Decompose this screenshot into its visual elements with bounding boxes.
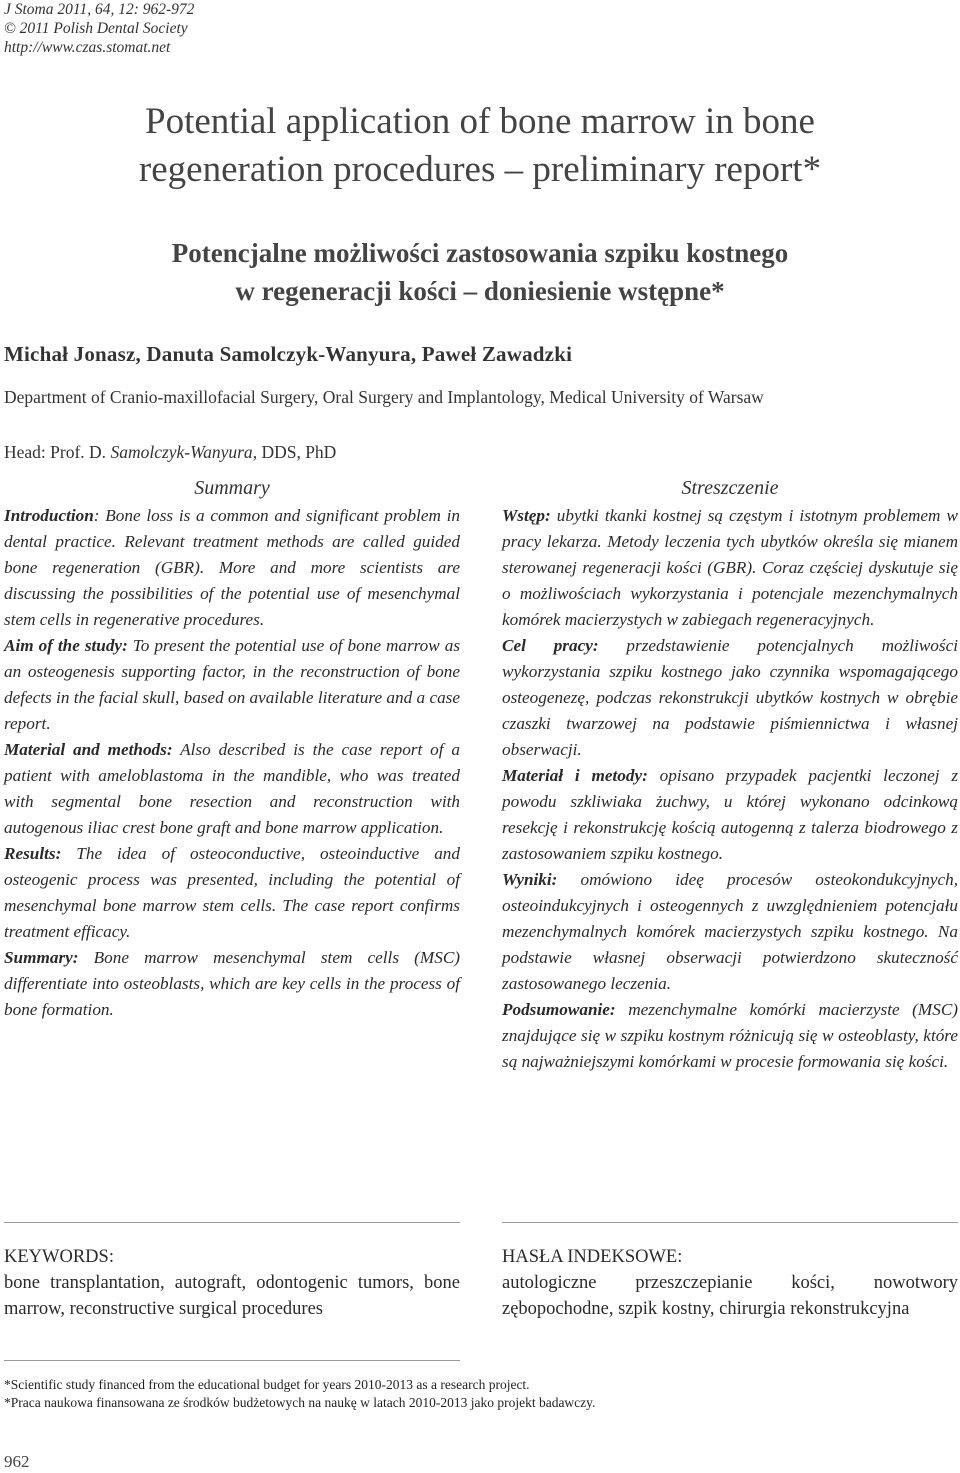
footnote-pl: *Praca naukowa finansowana ze środków budżetowych na naukę w latach 2010-2013 jako projekt badawczy. [4,1395,596,1410]
hasla-colon: : [677,1247,683,1267]
summary-text: The idea of osteoconductive, osteoinductive and osteogenic process was presented, including the potential of mesenchymal bone marrow stem cells. The case report confirms treatment efficacy. [4,844,460,941]
streszczenie-heading: Streszczenie [681,477,779,499]
article-subtitle-polish [0,234,960,310]
head-prefix: Head: Prof. D. [4,442,111,462]
divider-footnotes [4,1360,460,1361]
divider-hasla-top [502,1222,958,1223]
journal-citation: J Stoma 2011, 64, 12: 962-972 [4,1,195,18]
footnotes [4,1376,595,1412]
summary-label: Summary: [4,948,79,967]
streszczenie-column [502,476,958,1075]
summary-text: Bone marrow mesenchymal stem cells (MSC) differentiate into osteoblasts, which are key cells in the process of bone formation. [4,948,461,1019]
streszczenie-text: mezenchymalne komórki macierzyste (MSC) znajdujące się w szpiku kostnym różnicują się w osteoblasty, które są najważniejszymi komórkami w procesie formowania się kości. [502,1000,959,1071]
streszczenie-label: Cel pracy: [502,636,599,655]
summary-column [4,476,460,1023]
copyright-line: © 2011 Polish Dental Society [4,20,188,37]
keywords-block [4,1244,460,1322]
keywords-colon: : [108,1247,114,1267]
streszczenie-text: opisano przypadek pacjentki leczonej z powodu szkliwiaka żuchwy, u której wykonano odcinkową resekcję i rekonstrukcję kością autogenną z talerza biodrowego z zastosowaniem szpiku kostnego. [502,766,959,863]
article-title [0,98,960,194]
hasla-text: autologiczne przeszczepianie kości, nowotwory zębopochodne, szpik kostny, chirurgia rekonstrukcyjna [502,1273,958,1319]
summary-sep: : [93,506,106,525]
summary-heading: Summary [194,477,270,499]
summary-label: Material and methods: [4,740,173,759]
streszczenie-text: ubytki tkanki kostnej są częstym i istotnym problemem w pracy lekarza. Metody leczenia tych ubytków określa się mianem sterowanej regeneracji kości (GBR). Coraz częściej dyskutuje się o możliwościach wykorzystania i potencjale mezenchymalnych komórek macierzystych w zabiegach regeneracyjnych. [502,506,958,629]
summary-sep [173,740,181,759]
head-suffix: , DDS, PhD [252,442,337,462]
streszczenie-sep [557,870,580,889]
summary-text: Also described is the case report of a patient with ameloblastoma in the mandible, who was treated with segmental bone resection and reconstruction with autogenous iliac crest bone graft and bone marrow application. [4,740,460,837]
streszczenie-sep [648,766,660,785]
streszczenie-sep [616,1000,629,1019]
streszczenie-label: Wyniki: [502,870,558,889]
title-line-2: regeneration procedures – preliminary report* [138,149,822,190]
streszczenie-body [502,503,958,1075]
summary-body [4,503,460,1023]
divider-keywords-top [4,1222,460,1223]
hasla-heading: HASŁA INDEKSOWE [502,1247,678,1267]
head-name: Samolczyk-Wanyura [110,442,253,462]
summary-label: Results: [4,844,62,863]
keywords-text: bone transplantation, autograft, odontogenic tumors, bone marrow, reconstructive surgical procedures [4,1273,460,1319]
streszczenie-label: Podsumowanie: [502,1000,616,1019]
journal-url: http://www.czas.stomat.net [4,39,171,56]
summary-sep [61,844,76,863]
affiliation: Department of Cranio-maxillofacial Surgery, Oral Surgery and Implantology, Medical University of Warsaw [4,387,764,407]
summary-text: Bone loss is a common and significant problem in dental practice. Relevant treatment methods are called guided bone regeneration (GBR). More and more scientists are discussing the possibilities of the potential use of mesenchymal stem cells in regenerative procedures. [4,506,460,629]
streszczenie-text: omówiono ideę procesów osteokondukcyjnych, osteoindukcyjnych i osteogennych z uwzględnieniem potencjału mezenchymalnych komórek macierzystych szpiku kostnego. Na podstawie własnej obserwacji potwierdzono skuteczność zastosowanego leczenia. [502,870,958,993]
summary-text: To present the potential use of bone marrow as an osteogenesis supporting factor, in the reconstruction of bone defects in the facial skull, based on available literature and a case report. [4,636,461,733]
keywords-heading: KEYWORDS [4,1247,109,1267]
streszczenie-sep [599,636,627,655]
streszczenie-label: Materiał i metody: [502,766,648,785]
title-line-1: Potential application of bone marrow in bone [145,101,815,142]
authors: Michał Jonasz, Danuta Samolczyk-Wanyura, Paweł Zawadzki [4,342,573,366]
summary-label: Aim of the study: [4,636,128,655]
subtitle-line-2: w regeneracji kości – doniesienie wstępne* [235,276,725,306]
streszczenie-text: przedstawienie potencjalnych możliwości wykorzystania szpiku kostnego jako czynnika wspomagającego osteogenezę, podczas rekonstrukcji ubytków kostnych w obrębie czaszki twarzowej na podstawie piśmiennictwa i własnej obserwacji. [502,636,958,759]
page-number: 962 [4,1452,30,1471]
head-of-department [4,441,336,463]
footnote-en: *Scientific study financed from the educational budget for years 2010-2013 as a research project. [4,1377,530,1392]
subtitle-line-1: Potencjalne możliwości zastosowania szpiku kostnego [171,238,789,268]
journal-header [4,0,194,57]
streszczenie-label: Wstęp: [502,506,551,525]
summary-sep [79,948,94,967]
summary-label: Introduction [4,506,94,525]
hasla-block [502,1244,958,1322]
